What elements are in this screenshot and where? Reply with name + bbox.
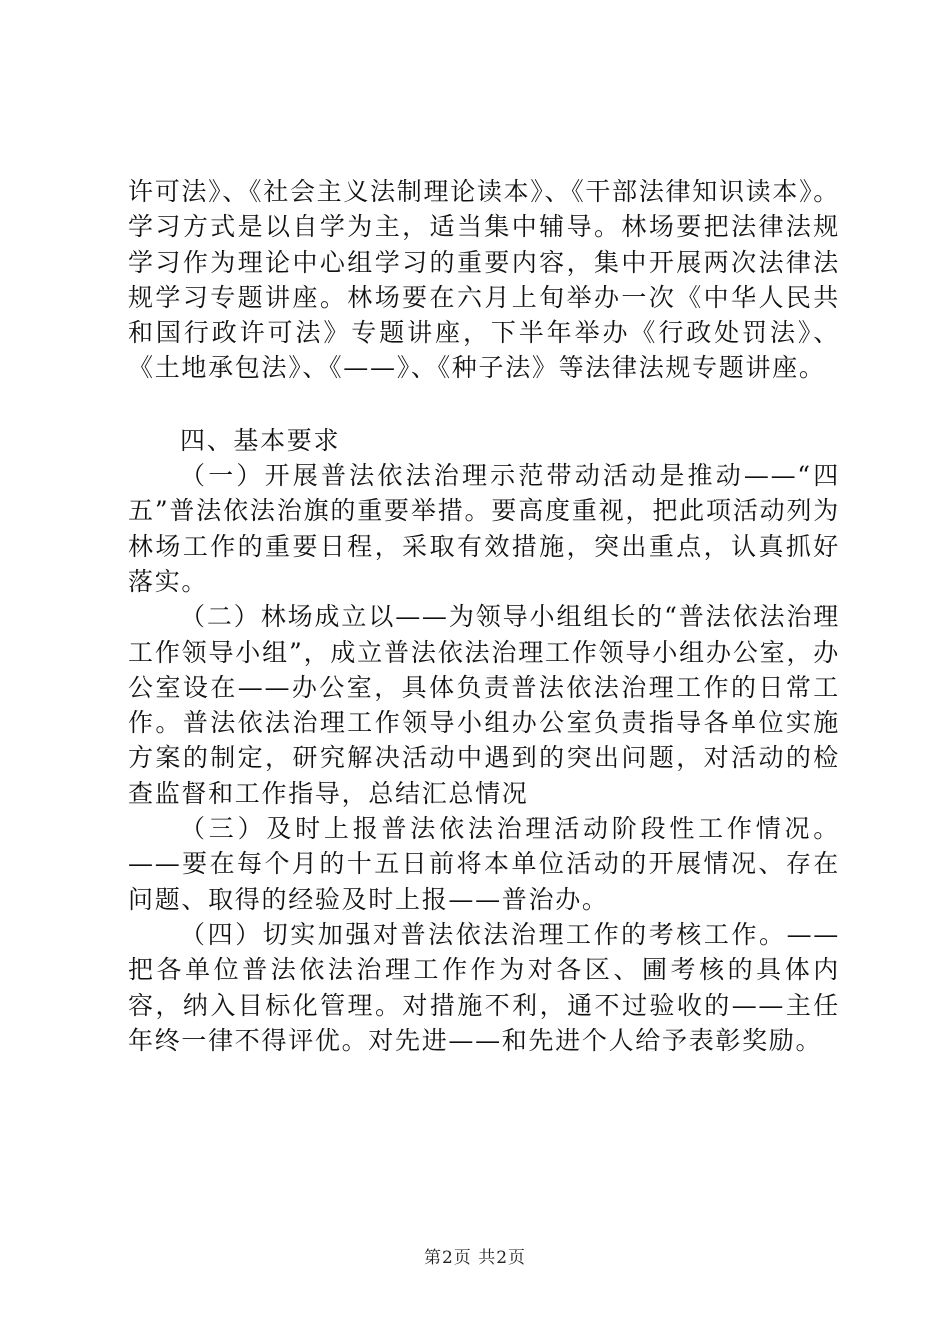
- section-heading: 四、基本要求: [180, 425, 341, 455]
- page-footer: 第2页 共2页: [423, 1248, 527, 1268]
- requirement-paragraph-1: （一）开展普法依法治理示范带动活动是推动——“四五”普法依法治旗的重要举措。要高度重视，把此项活动列为林场工作的重要日程，采取有效措施，突出重点，认真抓好落实。: [128, 461, 840, 596]
- requirement-paragraph-3: （三）及时上报普法依法治理活动阶段性工作情况。——要在每个月的十五日前将本单位活动的开展情况、存在问题、取得的经验及时上报——普治办。: [128, 814, 840, 914]
- document-body: [128, 174, 840, 1058]
- requirement-paragraph-4: （四）切实加强对普法依法治理工作的考核工作。——把各单位普法依法治理工作作为对各区、圃考核的具体内容，纳入目标化管理。对措施不利，通不过验收的——主任年终一律不得评优。对先进——和先进个人给予表彰奖励。: [128, 919, 840, 1055]
- requirement-paragraph-2: （二）林场成立以——为领导小组组长的“普法依法治理工作领导小组”，成立普法依法治理工作领导小组办公室，办公室设在——办公室，具体负责普法依法治理工作的日常工作。普法依法治理工作领导小组办公室负责指导各单位实施方案的制定，研究解决活动中遇到的突出问题，对活动的检查监督和工作指导，总结汇总情况: [128, 602, 840, 808]
- paragraph-continuation: 许可法》、《社会主义法制理论读本》、《干部法律知识读本》。学习方式是以自学为主，适当集中辅导。林场要把法律法规学习作为理论中心组学习的重要内容，集中开展两次法律法规学习专题讲座。林场要在六月上旬举办一次《中华人民共和国行政许可法》专题讲座，下半年举办《行政处罚法》、《土地承包法》、《——》、《种子法》等法律法规专题讲座。: [128, 177, 840, 383]
